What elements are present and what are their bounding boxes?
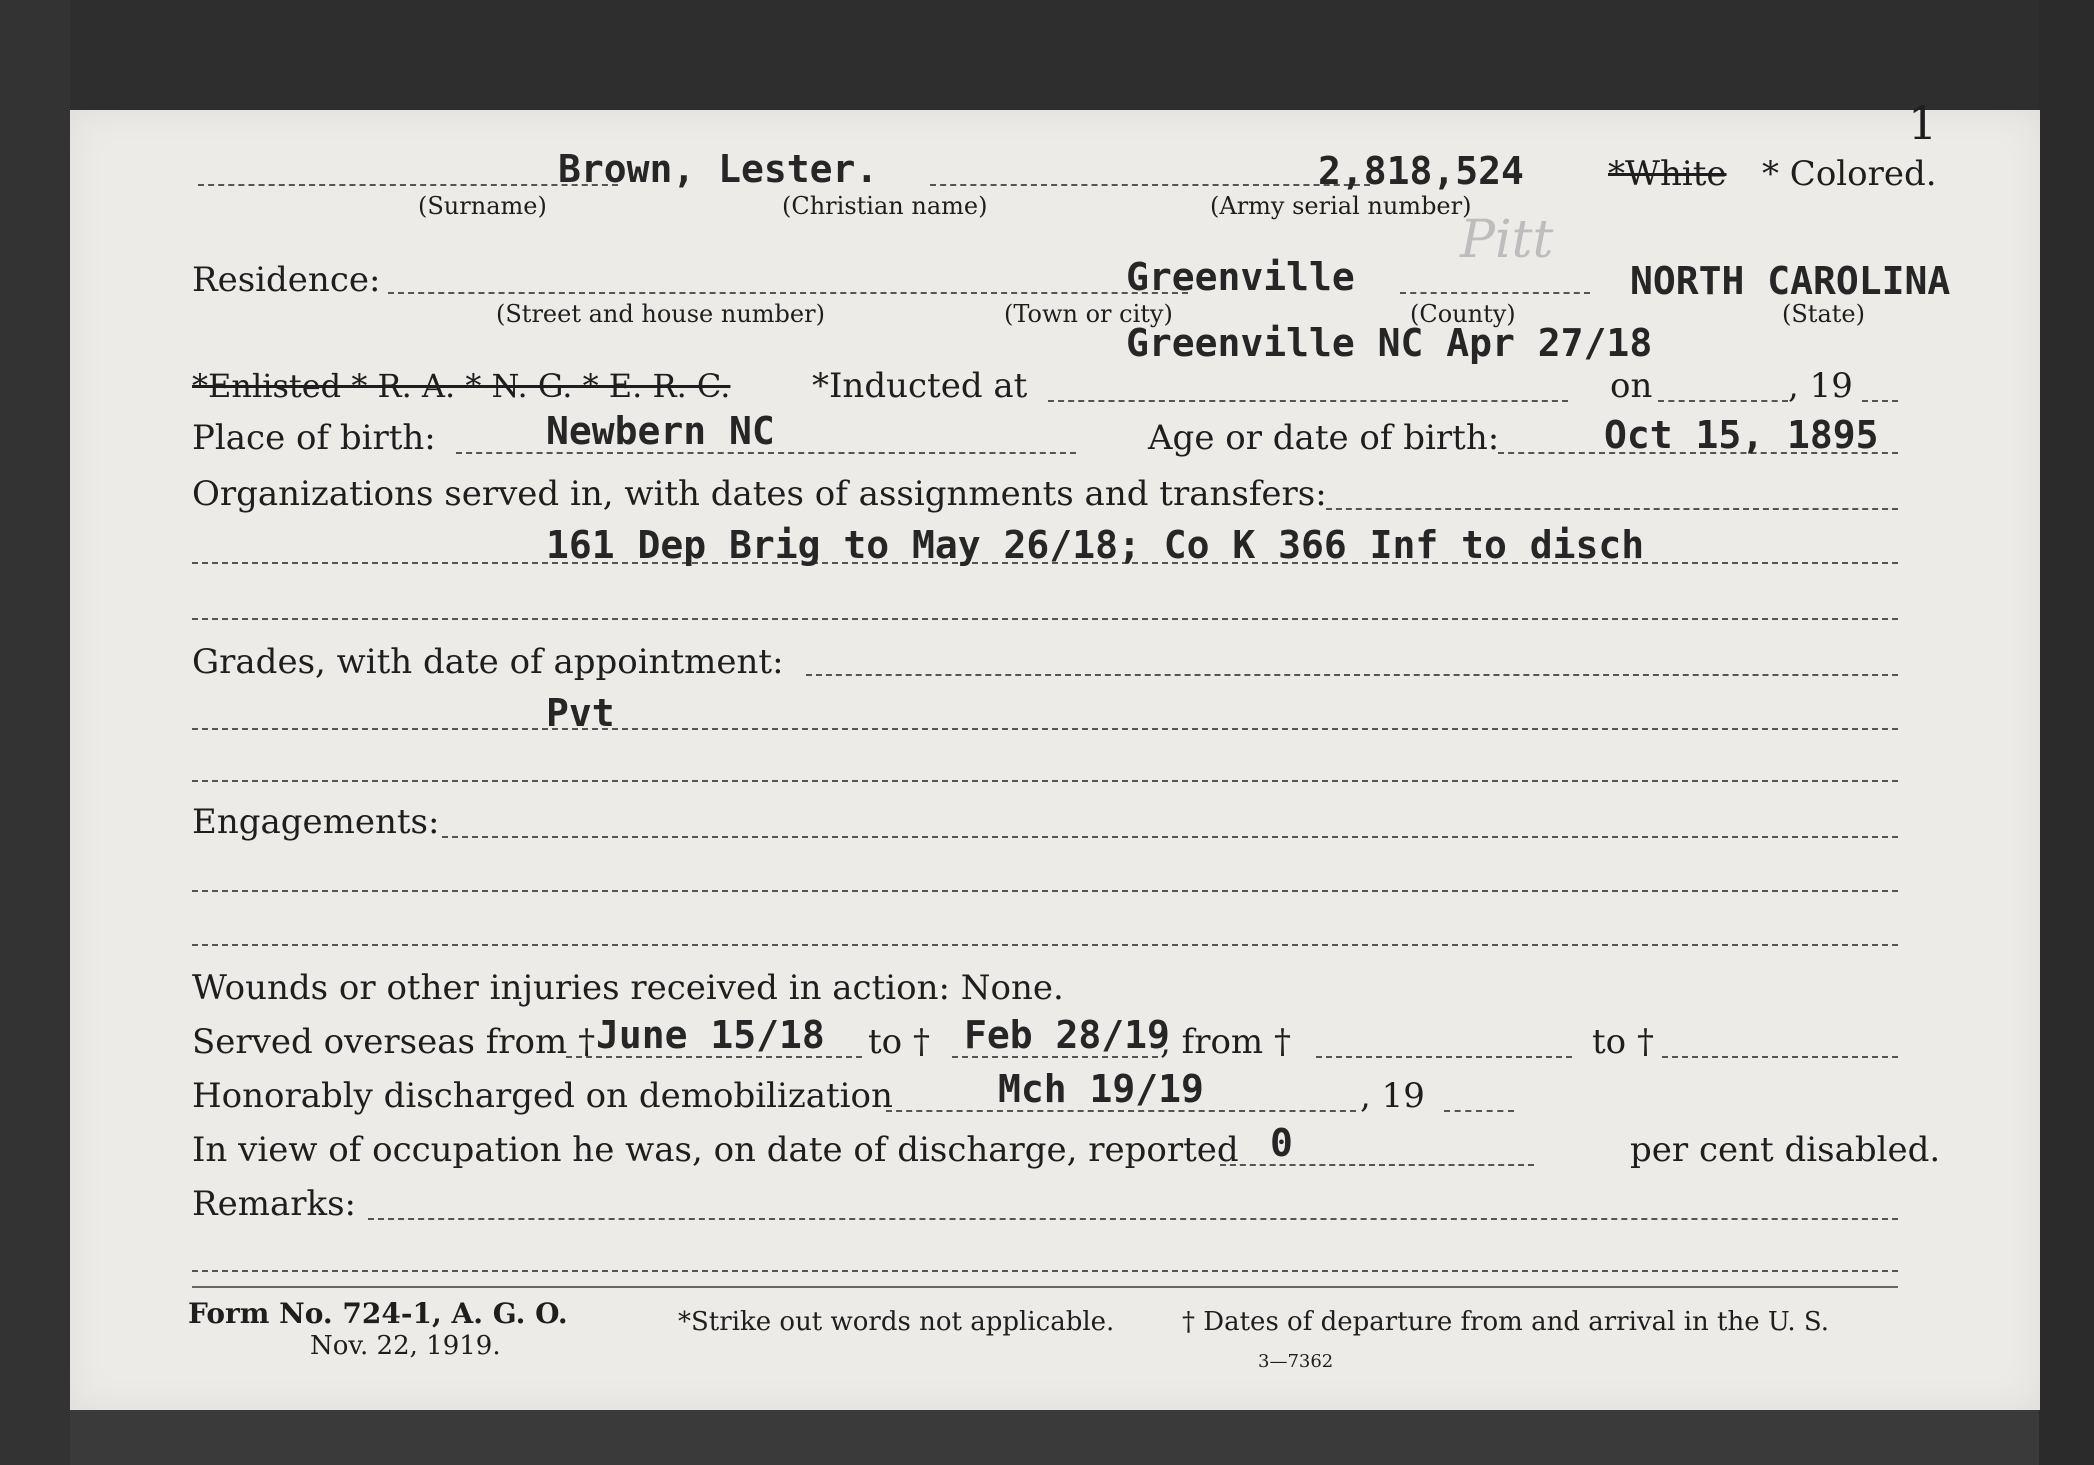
inducted-at-label: *Inducted at — [812, 366, 1028, 406]
place-of-birth-label: Place of birth: — [192, 418, 436, 458]
on-line — [1658, 400, 1788, 402]
disability-suffix: per cent disabled. — [1630, 1130, 1941, 1170]
print-code: 3—7362 — [1258, 1351, 1334, 1372]
street-caption: (Street and house number) — [496, 300, 825, 328]
grades-line-1 — [806, 674, 1898, 676]
state-value: NORTH CAROLINA — [1630, 259, 1951, 303]
footer-rule — [192, 1286, 1898, 1288]
surname-caption: (Surname) — [418, 192, 547, 220]
enlisted-struck-text: *Enlisted * R. A. * N. G. * E. R. C. — [192, 367, 731, 405]
race-white-label: *White — [1608, 154, 1727, 194]
scan-background-left — [0, 0, 70, 1465]
age-value: Oct 15, 1895 — [1604, 413, 1879, 457]
overseas-to2-line — [1662, 1056, 1898, 1058]
remarks-line-2 — [192, 1270, 1898, 1272]
disability-label: In view of occupation he was, on date of discharge, reported — [192, 1130, 1239, 1170]
footnote-strike: *Strike out words not applicable. — [678, 1307, 1115, 1337]
year-label: , 19 — [1788, 366, 1853, 406]
county-line — [1400, 292, 1590, 294]
town-caption: (Town or city) — [1004, 300, 1173, 328]
form-date: Nov. 22, 1919. — [310, 1331, 501, 1361]
inducted-at-line — [1048, 400, 1568, 402]
serial-number-caption: (Army serial number) — [1210, 192, 1472, 220]
place-of-birth-value: Newbern NC — [546, 409, 775, 453]
overseas-label: Served overseas from † — [192, 1022, 596, 1062]
organizations-line-3 — [192, 618, 1898, 620]
scan-background-right — [2039, 0, 2094, 1465]
grades-line-2 — [192, 728, 1898, 730]
induction-value: Greenville NC Apr 27/18 — [1126, 321, 1653, 365]
name-serial-line — [930, 184, 1370, 186]
overseas-from2-line — [1316, 1056, 1572, 1058]
street-line — [388, 292, 1188, 294]
disability-line — [1220, 1164, 1534, 1166]
state-caption: (State) — [1782, 300, 1865, 328]
service-record-card — [70, 96, 2040, 1410]
engagements-line-3 — [192, 944, 1898, 946]
discharge-value: Mch 19/19 — [998, 1067, 1204, 1111]
organizations-line-1 — [1326, 508, 1898, 510]
organizations-label: Organizations served in, with dates of assignments and transfers: — [192, 474, 1327, 514]
footnote-dates: † Dates of departure from and arrival in the U. S. — [1182, 1307, 1830, 1337]
surname-value: Brown, Lester. — [558, 147, 879, 191]
overseas-to-label: to † — [868, 1022, 930, 1062]
surname-line — [198, 184, 618, 186]
remarks-line-1 — [368, 1218, 1898, 1220]
overseas-from2-label: , from † — [1160, 1022, 1291, 1062]
residence-label: Residence: — [192, 260, 381, 300]
overseas-to2-label: to † — [1592, 1022, 1654, 1062]
race-colored-label: * Colored. — [1762, 154, 1937, 194]
engagements-label: Engagements: — [192, 802, 440, 842]
overseas-to-value: Feb 28/19 — [964, 1013, 1170, 1057]
grades-line-3 — [192, 780, 1898, 782]
year-line — [1862, 400, 1898, 402]
wounds-label: Wounds or other injuries received in action: None. — [192, 968, 1064, 1008]
discharge-year-label: , 19 — [1360, 1076, 1425, 1116]
christian-name-caption: (Christian name) — [782, 192, 988, 220]
remarks-label: Remarks: — [192, 1184, 356, 1224]
county-handwritten-value: Pitt — [1460, 210, 1554, 270]
scan-background-top — [0, 0, 2094, 110]
serial-number-value: 2,818,524 — [1318, 149, 1524, 193]
discharge-year-line — [1444, 1110, 1514, 1112]
corner-mark: 1 — [1908, 96, 1938, 150]
county-caption: (County) — [1410, 300, 1516, 328]
organizations-value: 161 Dep Brig to May 26/18; Co K 366 Inf to disch — [546, 523, 1645, 567]
age-label: Age or date of birth: — [1148, 418, 1500, 458]
form-number: Form No. 724-1, A. G. O. — [188, 1297, 568, 1330]
disability-value: 0 — [1270, 1121, 1293, 1165]
grades-value: Pvt — [546, 691, 615, 735]
engagements-line-2 — [192, 890, 1898, 892]
town-value: Greenville — [1126, 255, 1355, 299]
discharge-label: Honorably discharged on demobilization — [192, 1076, 893, 1116]
engagements-line-1 — [442, 836, 1898, 838]
on-label: on — [1610, 366, 1653, 406]
grades-label: Grades, with date of appointment: — [192, 642, 784, 682]
overseas-from-value: June 15/18 — [596, 1013, 825, 1057]
